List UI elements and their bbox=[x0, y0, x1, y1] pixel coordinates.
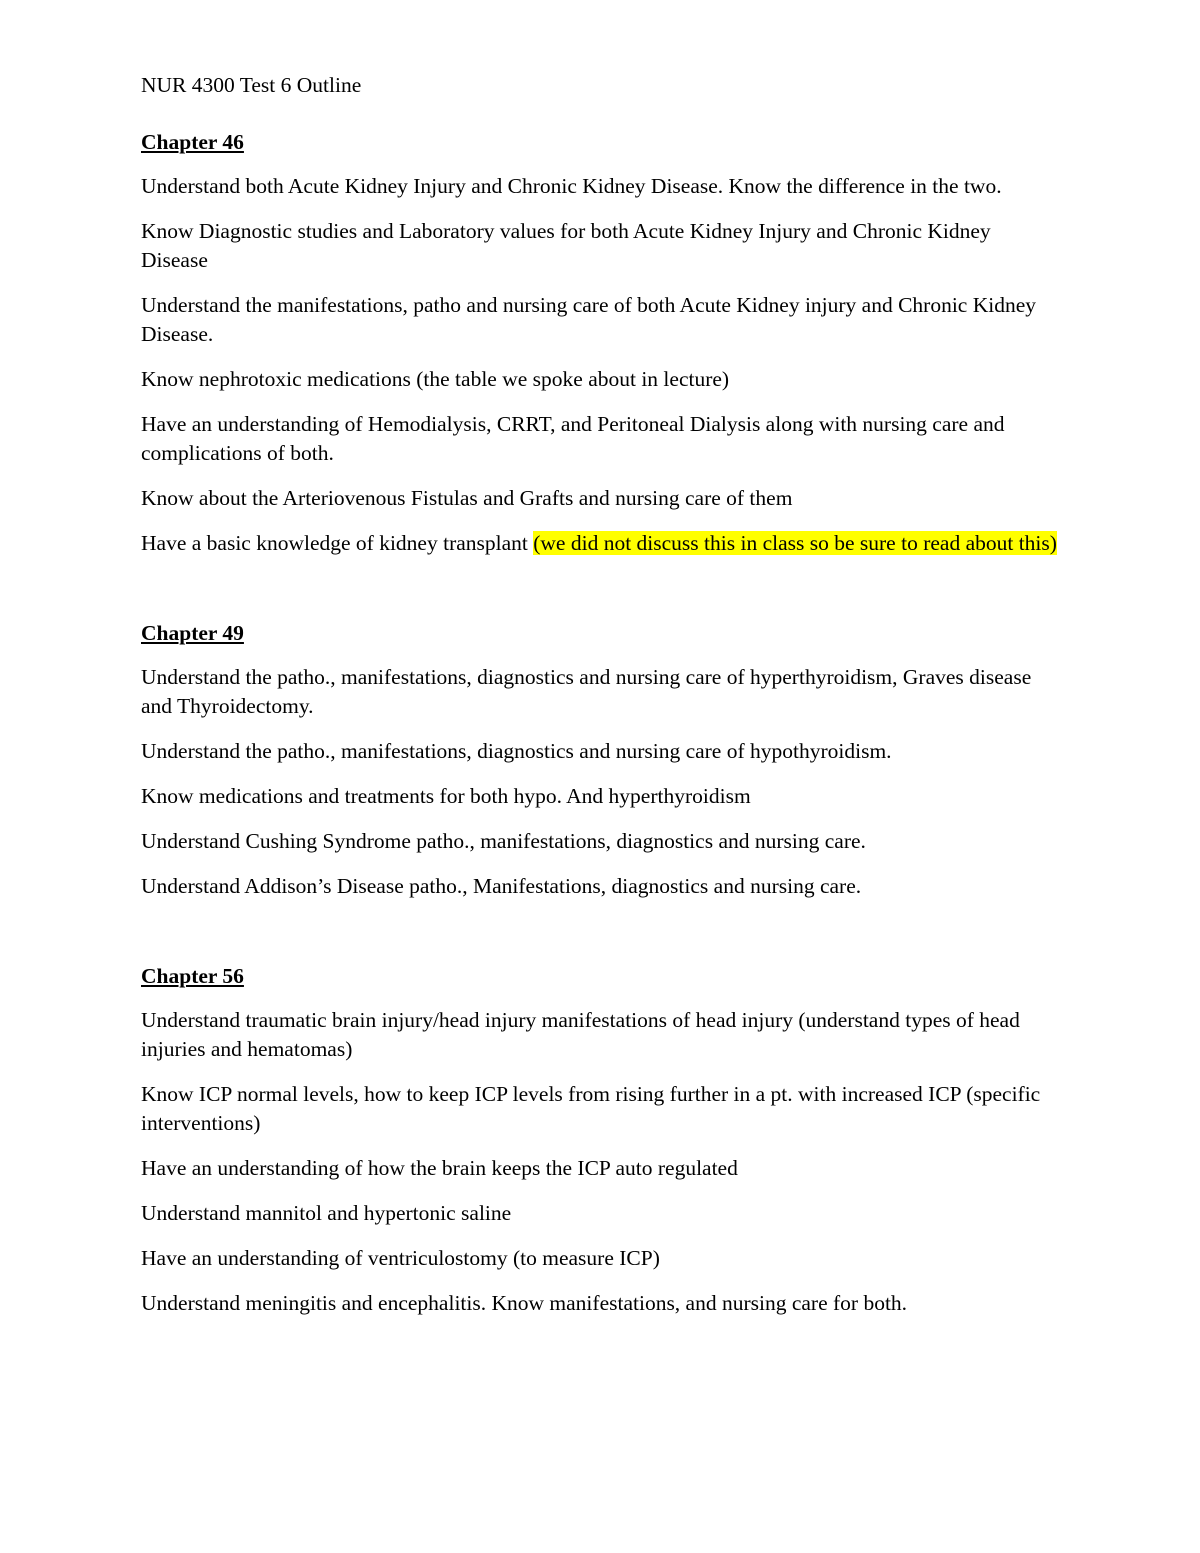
outline-item: Understand the patho., manifestations, diagnostics and nursing care of hypothyroidism. bbox=[141, 739, 892, 763]
document-page bbox=[141, 71, 1061, 1334]
section-chapter-49 bbox=[141, 619, 1061, 901]
outline-item: Know medications and treatments for both hypo. And hyperthyroidism bbox=[141, 784, 751, 808]
section-spacer bbox=[141, 917, 1061, 962]
section-chapter-56 bbox=[141, 962, 1061, 1318]
outline-item-text: Have a basic knowledge of kidney transplant bbox=[141, 531, 534, 555]
outline-item: Understand Cushing Syndrome patho., manifestations, diagnostics and nursing care. bbox=[141, 829, 866, 853]
outline-item: Understand Addison’s Disease patho., Manifestations, diagnostics and nursing care. bbox=[141, 874, 862, 898]
outline-item: Know about the Arteriovenous Fistulas and Grafts and nursing care of them bbox=[141, 486, 793, 510]
outline-item-highlighted bbox=[141, 529, 1061, 558]
outline-item: Understand meningitis and encephalitis. Know manifestations, and nursing care for both. bbox=[141, 1291, 908, 1315]
outline-item: Know nephrotoxic medications (the table we spoke about in lecture) bbox=[141, 367, 730, 391]
outline-item: Have an understanding of Hemodialysis, CRRT, and Peritoneal Dialysis along with nursing care and complications of both. bbox=[141, 412, 1005, 465]
outline-item: Know Diagnostic studies and Laboratory values for both Acute Kidney Injury and Chronic Kidney Disease bbox=[141, 219, 991, 272]
section-spacer bbox=[141, 574, 1061, 619]
highlighted-note: (we did not discuss this in class so be sure to read about this) bbox=[533, 531, 1057, 555]
document-title: NUR 4300 Test 6 Outline bbox=[141, 73, 362, 97]
outline-item: Know ICP normal levels, how to keep ICP levels from rising further in a pt. with increased ICP (specific interventions) bbox=[141, 1082, 1041, 1135]
outline-item: Understand the manifestations, patho and nursing care of both Acute Kidney injury and Chronic Kidney Disease. bbox=[141, 293, 1037, 346]
chapter-heading: Chapter 56 bbox=[141, 964, 244, 988]
outline-item: Understand the patho., manifestations, diagnostics and nursing care of hyperthyroidism, Graves disease and Thyroidectomy. bbox=[141, 665, 1032, 718]
chapter-heading: Chapter 49 bbox=[141, 621, 244, 645]
chapter-heading: Chapter 46 bbox=[141, 130, 244, 154]
outline-item: Have an understanding of ventriculostomy (to measure ICP) bbox=[141, 1246, 660, 1270]
outline-item: Understand mannitol and hypertonic saline bbox=[141, 1201, 512, 1225]
section-chapter-46 bbox=[141, 128, 1061, 558]
outline-item: Understand both Acute Kidney Injury and Chronic Kidney Disease. Know the difference in the two. bbox=[141, 174, 1002, 198]
outline-item: Understand traumatic brain injury/head injury manifestations of head injury (understand types of head injuries and hematomas) bbox=[141, 1008, 1020, 1061]
outline-item: Have an understanding of how the brain keeps the ICP auto regulated bbox=[141, 1156, 738, 1180]
